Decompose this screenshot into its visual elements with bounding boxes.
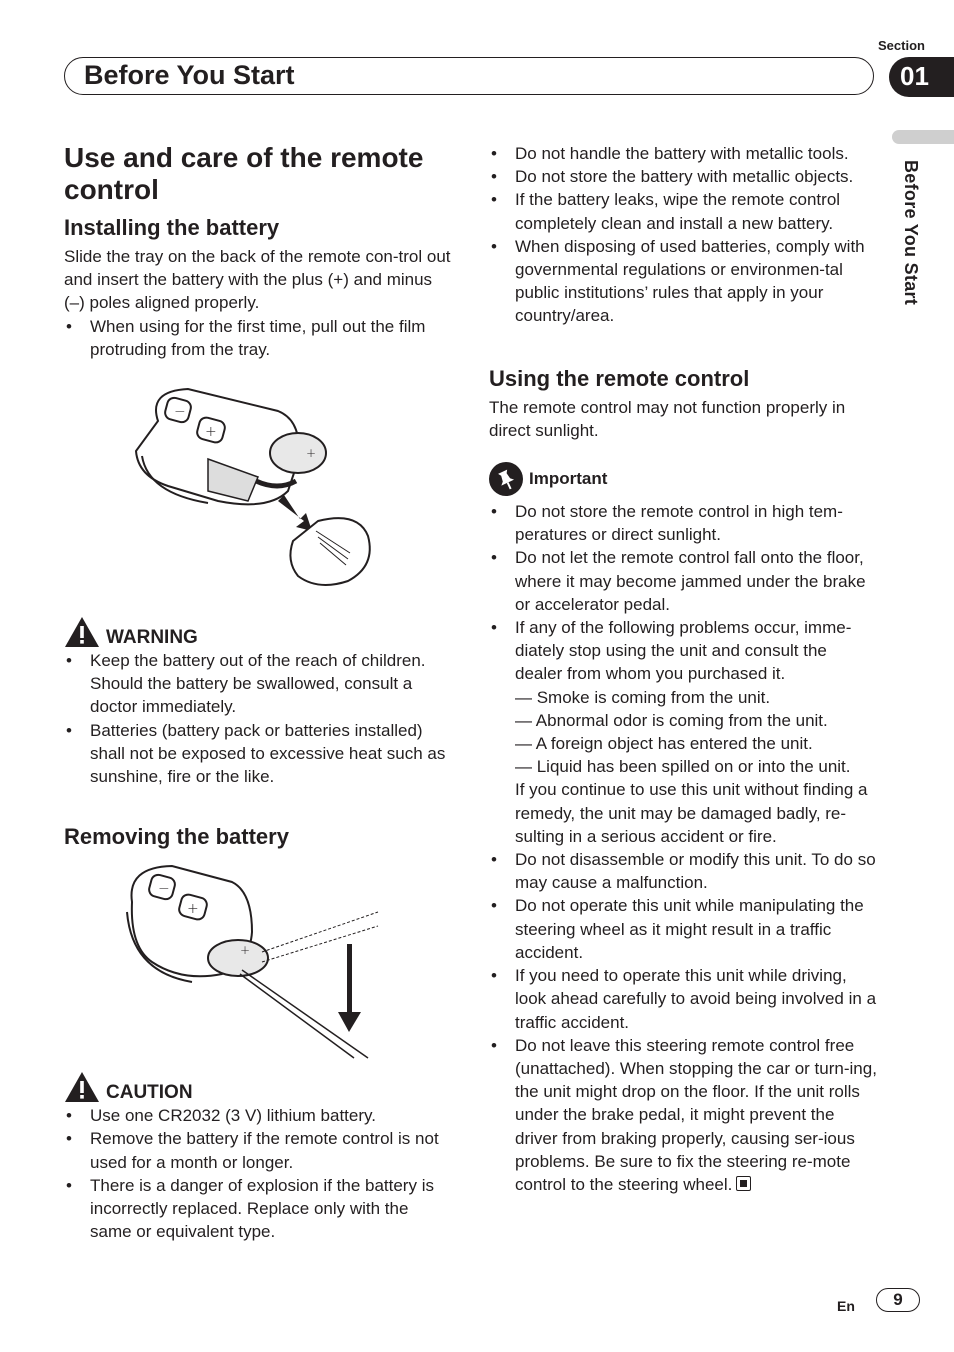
- using-body: The remote control may not function properly in direct sunlight.: [489, 397, 846, 440]
- list-item: • When using for the first time, pull out the film protruding from the tray.: [64, 315, 454, 361]
- list-item: • Do not disassemble or modify this unit. To do so may cause a malfunction.: [489, 848, 877, 894]
- continuation-text: If you continue to use this unit without finding a remedy, the unit may be damaged badly, re-sulting in a serious accident or fire.: [515, 780, 868, 846]
- side-tab-bar: [892, 130, 954, 144]
- installing-list: [64, 315, 454, 361]
- left-column: [64, 142, 454, 1243]
- problem-item: — Abnormal odor is coming from the unit.: [515, 710, 828, 730]
- battery-remove-illustration: [122, 862, 384, 1060]
- list-item: • Batteries (battery pack or batteries installed) shall not be exposed to excessive heat such as sunshine, fire or the like.: [64, 719, 454, 789]
- svg-text:−: −: [158, 881, 170, 898]
- using-heading: Using the remote control: [489, 365, 750, 391]
- warning-heading-row: [64, 615, 454, 649]
- list-item: [64, 1104, 454, 1127]
- last-bullet-text: Do not leave this steering remote control free (unattached). When stopping the car or turn-ing, the unit might drop on the floor. If the unit rolls under the brake pedal, it might prevent the driver from braking properly, causing ser-ious problems. Be sure to fix the steering re-mote control to the steering wheel.: [515, 1035, 877, 1194]
- list-item: • If you need to operate this unit while driving, look ahead carefully to avoid being involved in a traffic accident.: [489, 964, 877, 1034]
- installing-body: Slide the tray on the back of the remote con-trol out and insert the battery with the plus (+) and minus (–) poles aligned properly.: [64, 247, 451, 313]
- list-item: • Keep the battery out of the reach of children. Should the battery be swallowed, consult a doctor immediately.: [64, 649, 454, 719]
- page-title: Before You Start: [84, 60, 295, 90]
- side-tab-label: Before You Start: [901, 160, 921, 306]
- important-list: [489, 500, 877, 686]
- list-item: • Do not operate this unit while manipulating the steering wheel as it might result in a traffic accident.: [489, 894, 877, 964]
- caution-heading: CAUTION: [106, 1082, 193, 1104]
- caution-icon: [64, 1070, 100, 1104]
- list-item: • When disposing of used batteries, comply with governmental regulations or environmen-tal public institutions’ rules that apply in your country/area.: [489, 235, 877, 328]
- page-number: 9: [876, 1288, 920, 1312]
- list-item: • Do not handle the battery with metallic tools.: [489, 142, 877, 165]
- list-item: • Do not store the battery with metallic objects.: [489, 165, 877, 188]
- removing-heading: Removing the battery: [64, 824, 289, 850]
- list-item: • Do not store the remote control in high tem-peratures or direct sunlight.: [489, 500, 877, 546]
- right-column: [489, 142, 877, 1196]
- battery-handling-list: [489, 142, 877, 328]
- end-mark-icon: [736, 1176, 751, 1191]
- caution-bullet-suffix: lithium battery.: [261, 1106, 376, 1126]
- warning-list: [64, 649, 454, 788]
- important-heading-row: [489, 462, 877, 496]
- svg-text:+: +: [205, 424, 217, 441]
- problem-item: — Liquid has been spilled on or into the unit.: [515, 757, 851, 777]
- section-label: Section: [878, 38, 925, 53]
- list-item: • There is a danger of explosion if the battery is incorrectly replaced. Replace only with the same or equivalent type.: [64, 1174, 454, 1244]
- list-item: • Remove the battery if the remote control is not used for a month or longer.: [64, 1127, 454, 1173]
- main-heading: Use and care of the remote control: [64, 142, 424, 205]
- battery-type: CR2032 (3 V): [158, 1106, 262, 1126]
- list-item: • Do not let the remote control fall onto the floor, where it may become jammed under the brake or accelerator pedal.: [489, 546, 877, 616]
- caution-list: [64, 1104, 454, 1243]
- list-item: • If the battery leaks, wipe the remote control completely clean and install a new battery.: [489, 188, 877, 234]
- list-item: [489, 1034, 877, 1196]
- svg-text:+: +: [187, 901, 199, 918]
- installing-heading: Installing the battery: [64, 215, 280, 240]
- caution-bullet-prefix: Use one: [90, 1106, 159, 1126]
- warning-heading: WARNING: [106, 626, 198, 648]
- language-label: En: [837, 1298, 855, 1314]
- list-item: • If any of the following problems occur, imme-diately stop using the unit and consult the dealer from whom you purchased it.: [489, 616, 877, 686]
- pushpin-icon: [489, 462, 523, 496]
- svg-text:+: +: [240, 943, 251, 958]
- important-list-continued: [489, 848, 877, 1196]
- section-number-badge: 01: [889, 57, 954, 97]
- warning-icon: [64, 615, 100, 649]
- caution-heading-row: [64, 1070, 454, 1104]
- important-heading: Important: [529, 469, 608, 489]
- problem-item: — Smoke is coming from the unit.: [515, 687, 771, 707]
- svg-text:−: −: [174, 404, 186, 421]
- problem-item: — A foreign object has entered the unit.: [515, 734, 813, 754]
- battery-install-illustration: [128, 381, 388, 595]
- svg-text:+: +: [306, 446, 317, 461]
